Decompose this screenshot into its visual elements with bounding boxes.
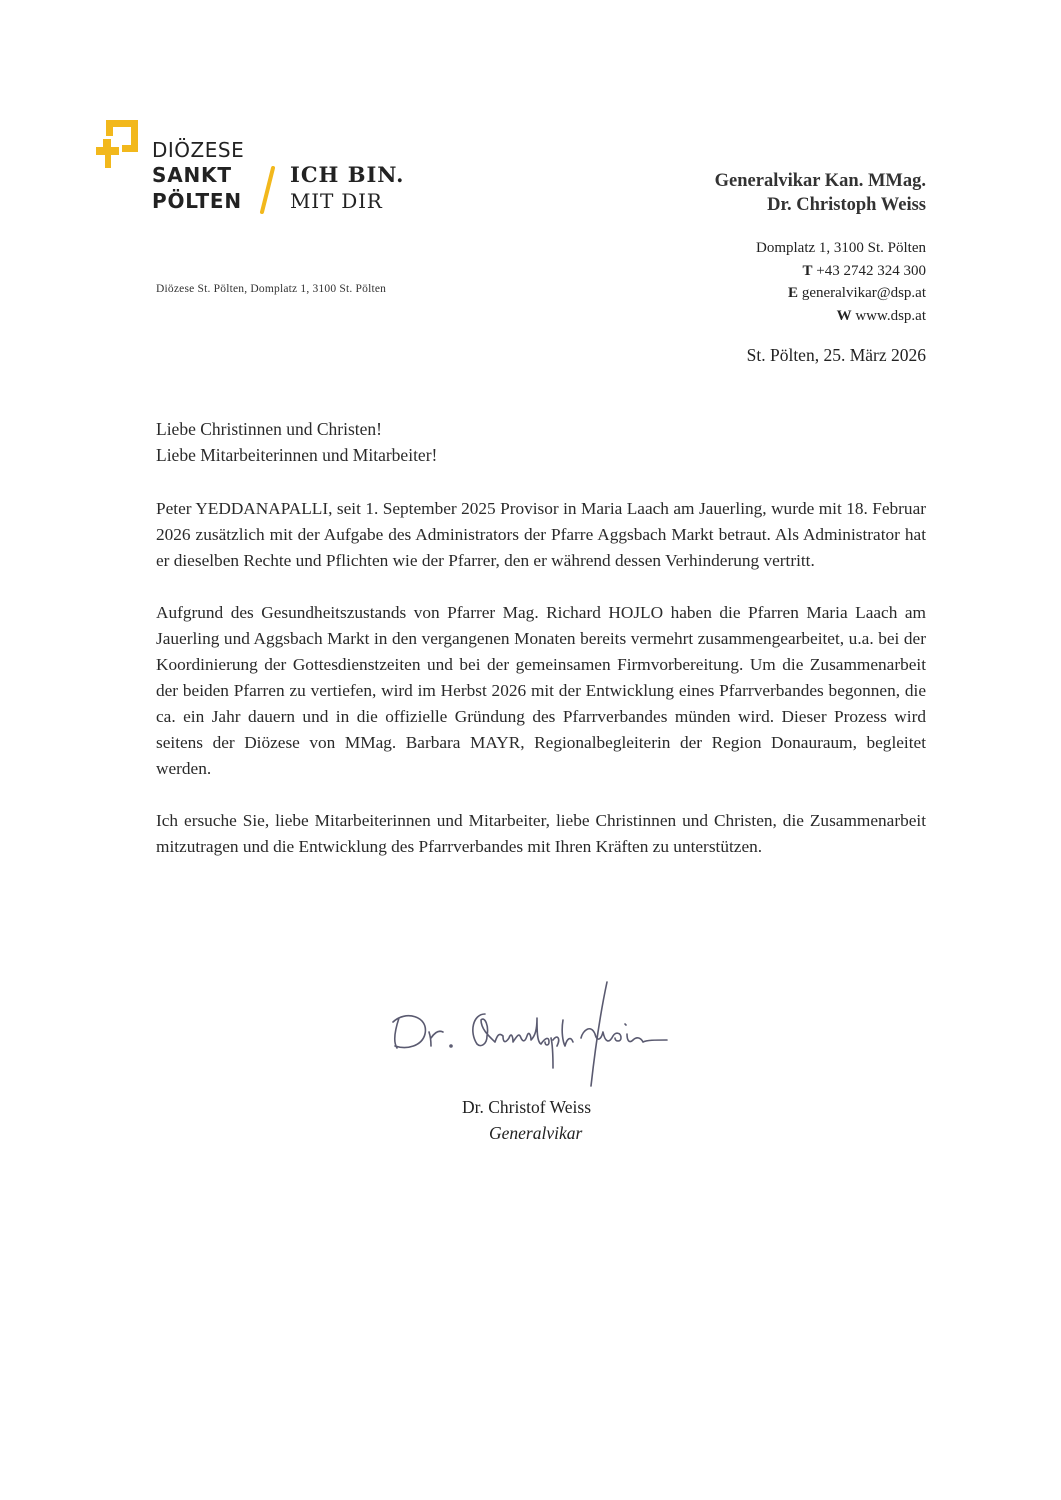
sender-address: Domplatz 1, 3100 St. Pölten — [756, 240, 926, 256]
sender-email-row — [756, 282, 926, 305]
paragraph: Aufgrund des Gesundheitszustands von Pfarrer Mag. Richard HOJLO haben die Pfarren Maria Laach am Jauerling und Aggsbach Markt in den vergangenen Monaten bereits vermehrt zusammengearbeitet, u.a. bei der Koordinierung der Gottesdienstzeiten und bei der gemeinsamen Firmvorbereitung. Um die Zusammenarbeit der beiden Pfarren zu vertiefen, wird im Herbst 2026 mit der Entwicklung eines Pfarrverbandes begonnen, die ca. ein Jahr dauern und in die offizielle Gründung des Pfarrverbandes münden wird. Dieser Prozess wird seitens der Diözese von MMag. Barbara MAYR, Regionalbegleiterin der Region Donauraum, begleitet werden. — [156, 603, 926, 778]
sender-title-line2: Dr. Christoph Weiss — [767, 195, 926, 215]
sender-email[interactable]: generalvikar@dsp.at — [801, 285, 926, 301]
sender-title-line1: Generalvikar Kan. MMag. — [714, 171, 926, 191]
diocese-logo — [94, 118, 414, 218]
sender-contact-block — [756, 237, 926, 327]
logo-tagline-ich-bin: ICH BIN. — [290, 162, 405, 187]
phone-label: T — [802, 262, 813, 279]
salutation — [156, 416, 437, 468]
sender-phone: +43 2742 324 300 — [816, 262, 926, 279]
sender-web[interactable]: www.dsp.at — [855, 307, 926, 324]
date-line: St. Pölten, 25. März 2026 — [746, 345, 926, 365]
logo-diozese: DIÖZESE — [152, 138, 245, 162]
salutation-line2: Liebe Mitarbeiterinnen und Mitarbeiter! — [156, 445, 438, 465]
sender-phone-row — [756, 260, 926, 283]
email-label: E — [788, 285, 799, 301]
logo-sankt: SANKT — [152, 163, 232, 187]
signer-name: Dr. Christof Weiss — [462, 1097, 592, 1117]
letter-body — [156, 496, 926, 886]
paragraph: Ich ersuche Sie, liebe Mitarbeiterinnen und Mitarbeiter, liebe Christinnen und Christen, die Zusammenarbeit mitzutragen und die Entwicklung des Pfarrverbandes mit Ihren Kräften zu unterstützen. — [156, 811, 926, 856]
logo-slash-divider — [256, 166, 278, 214]
handwritten-signature — [385, 980, 685, 1090]
sender-title — [715, 169, 926, 217]
signer-role: Generalvikar — [489, 1123, 583, 1143]
logo-polten: PÖLTEN — [152, 189, 242, 213]
web-label: W — [836, 307, 852, 324]
sender-web-row — [756, 305, 926, 328]
salutation-line1: Liebe Christinnen und Christen! — [156, 419, 383, 439]
paragraph: Peter YEDDANAPALLI, seit 1. September 2025 Provisor in Maria Laach am Jauerling, wurde mit 18. Februar 2026 zusätzlich mit der Aufgabe des Administrators der Pfarre Aggsbach Markt betraut. Als Administrator hat er dieselben Rechte und Pflichten wie der Pfarrer, den er während dessen Verhinderung vertritt. — [156, 499, 926, 570]
return-address: Diözese St. Pölten, Domplatz 1, 3100 St. Pölten — [156, 283, 387, 295]
logo-tagline-mit-dir: MIT DIR — [290, 189, 383, 213]
diocese-cross-icon — [94, 118, 140, 170]
